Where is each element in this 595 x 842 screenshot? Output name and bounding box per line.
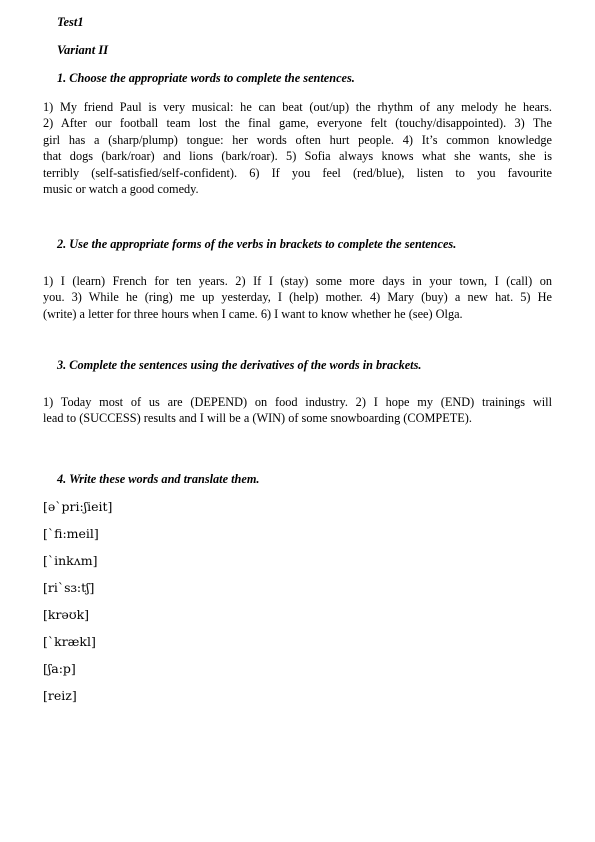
task1-line: that dogs (bark/roar) and lions (bark/roar). 5) Sofia always knows what she wants, she is <box>43 149 552 164</box>
transcription-word: [`krækl] <box>43 634 96 649</box>
transcription-word: [ʃa:p] <box>43 661 76 676</box>
task2-line: (write) a letter for three hours when I came. 6) I want to know whether he (see) Olga. <box>43 306 463 321</box>
transcription-word: [`fi:meil] <box>43 526 99 541</box>
task3-heading: 3. Complete the sentences using the derivatives of the words in brackets. <box>57 358 422 372</box>
transcription-word: [`inkʌm] <box>43 553 98 568</box>
task2-line: you. 3) While he (ring) me up yesterday, I (help) mother. 4) Mary (buy) a new hat. 5) He <box>43 290 552 305</box>
transcription-word: [krəʊk] <box>43 607 90 622</box>
task1-text <box>43 99 552 197</box>
task1-line: girl has a (sharp/plump) tongue: her words often hurt people. 4) It’s common knowledge <box>43 132 552 147</box>
task1-line: 1) My friend Paul is very musical: he can beat (out/up) the rhythm of any melody he hears. <box>43 100 552 114</box>
transcription-word: [ri`sɜ:tʃ] <box>43 580 95 595</box>
transcription-word: [reiz] <box>43 688 77 703</box>
task1-line: 2) After our football team lost the final game, everyone felt (touchy/disappointed). 3) The <box>43 116 552 131</box>
task4-heading: 4. Write these words and translate them. <box>57 472 260 486</box>
variant-label: Variant II <box>57 43 109 57</box>
task2-text <box>43 273 552 322</box>
task3-line: lead to (SUCCESS) results and I will be a (WIN) of some snowboarding (COMPETE). <box>43 411 472 426</box>
task2-heading: 2. Use the appropriate forms of the verbs in brackets to complete the sentences. <box>57 237 457 251</box>
test-title: Test1 <box>57 15 84 29</box>
transcription-word: [ə`pri:ʃieit] <box>43 499 113 514</box>
task3-line: 1) Today most of us are (DEPEND) on food industry. 2) I hope my (END) trainings will <box>43 395 552 409</box>
task1-line: terribly (self-satisfied/self-confident). 6) If you feel (red/blue), listen to you favourite <box>43 165 552 180</box>
task3-text <box>43 394 552 427</box>
task2-line: 1) I (learn) French for ten years. 2) If I (stay) some more days in your town, I (call) on <box>43 274 552 288</box>
task1-line: music or watch a good comedy. <box>43 182 199 197</box>
task1-heading: 1. Choose the appropriate words to complete the sentences. <box>57 71 355 85</box>
